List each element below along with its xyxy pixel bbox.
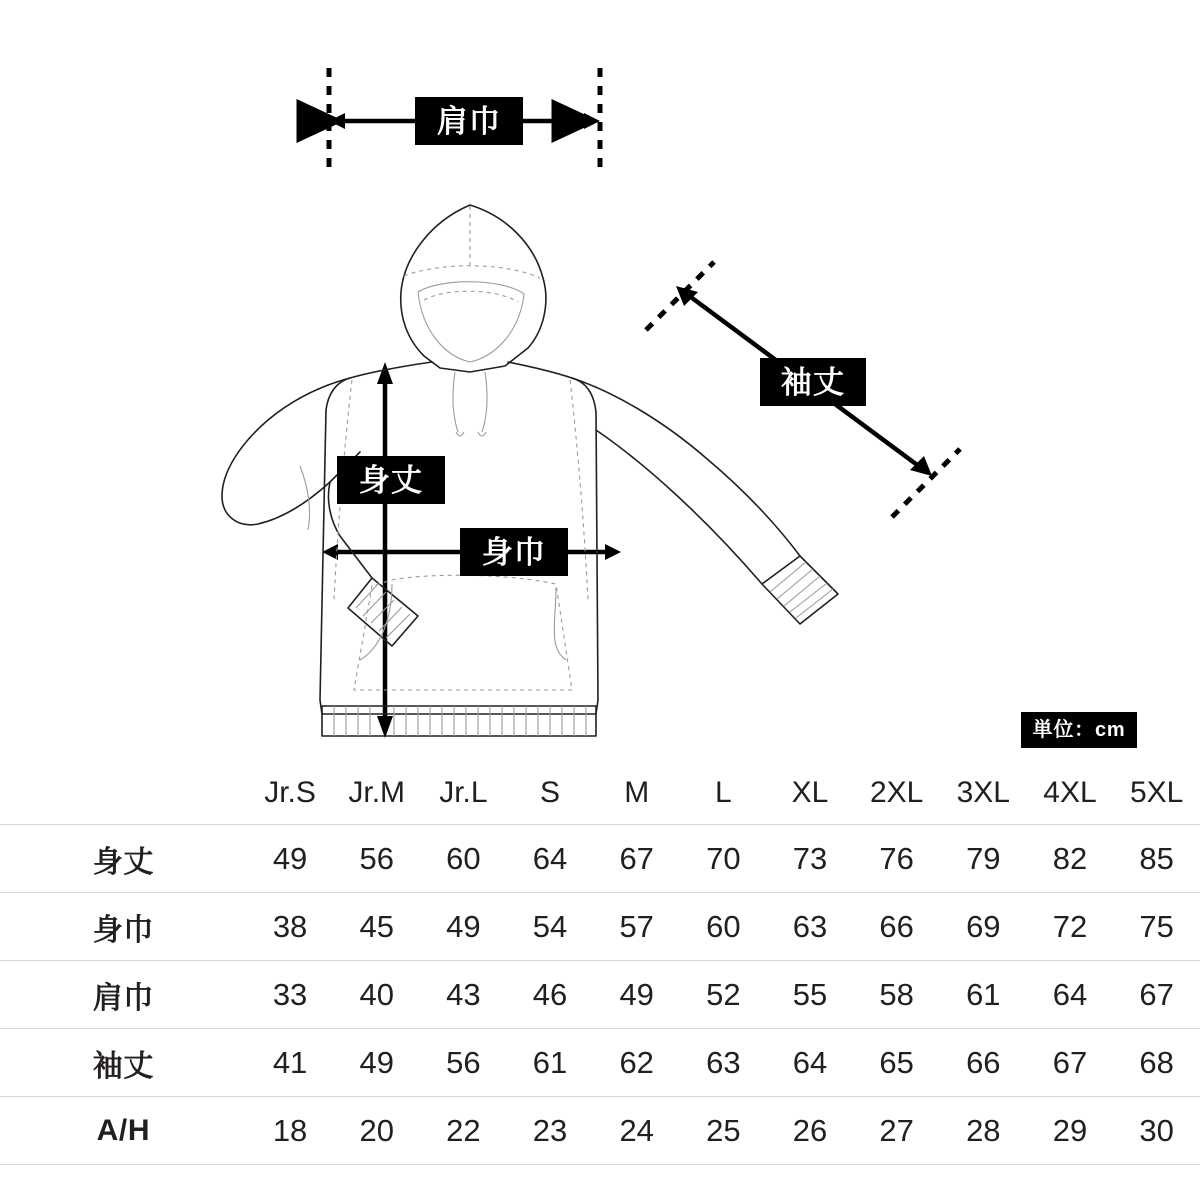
cell: 58 xyxy=(879,976,914,1012)
cell: 23 xyxy=(532,1112,568,1148)
cell: 64 xyxy=(1052,976,1088,1012)
cell: 61 xyxy=(966,976,1001,1012)
cell: 60 xyxy=(446,840,481,876)
column-header: 4XL xyxy=(1043,776,1097,809)
table-header xyxy=(0,762,1200,825)
cell: 20 xyxy=(359,1112,394,1148)
cell: 72 xyxy=(1052,908,1088,944)
cell: 63 xyxy=(792,908,828,944)
cell: 66 xyxy=(966,1044,1001,1080)
cell: 26 xyxy=(792,1112,828,1148)
row-header: 袖丈 xyxy=(92,1049,154,1083)
column-header: XL xyxy=(791,776,829,809)
table-row xyxy=(0,893,1200,961)
label-body-width: 身巾 xyxy=(460,528,568,576)
cell: 24 xyxy=(619,1112,654,1148)
cell: 63 xyxy=(706,1044,741,1080)
row-header: 身巾 xyxy=(92,913,154,947)
column-header: Jr.S xyxy=(264,776,316,809)
table-row xyxy=(0,961,1200,1029)
corner-cell xyxy=(0,762,247,825)
column-header: 2XL xyxy=(869,776,924,809)
cell: 57 xyxy=(619,908,654,944)
table-body xyxy=(0,825,1200,1165)
cell: 66 xyxy=(879,908,914,944)
cell: 64 xyxy=(792,1044,828,1080)
cell: 38 xyxy=(272,908,308,944)
row-header: 肩巾 xyxy=(92,981,154,1015)
cell: 22 xyxy=(446,1112,481,1148)
column-header: L xyxy=(715,776,732,809)
cell: 52 xyxy=(706,976,741,1012)
column-header: M xyxy=(624,776,650,809)
cell: 25 xyxy=(706,1112,741,1148)
cell: 30 xyxy=(1139,1112,1174,1148)
cell: 49 xyxy=(446,908,481,944)
cell: 56 xyxy=(446,1044,481,1080)
table-row xyxy=(0,825,1200,893)
row-header: A/H xyxy=(96,1113,151,1147)
column-header: Jr.M xyxy=(348,776,406,809)
cell: 60 xyxy=(706,908,741,944)
hoodie-outline xyxy=(222,205,838,736)
cell: 64 xyxy=(532,840,568,876)
cell: 28 xyxy=(966,1112,1001,1148)
cell: 67 xyxy=(619,840,654,876)
cell: 27 xyxy=(879,1112,914,1148)
cell: 49 xyxy=(272,840,308,876)
label-shoulder-width: 肩巾 xyxy=(415,97,523,145)
cell: 61 xyxy=(532,1044,568,1080)
size-chart-table xyxy=(0,762,1200,1165)
column-header: 5XL xyxy=(1129,776,1184,809)
column-header: 3XL xyxy=(956,776,1010,809)
column-header: Jr.L xyxy=(439,776,488,809)
cell: 75 xyxy=(1139,908,1174,944)
column-header: S xyxy=(540,776,561,809)
cell: 54 xyxy=(532,908,568,944)
cell: 41 xyxy=(272,1044,308,1080)
cell: 29 xyxy=(1052,1112,1088,1148)
cuff-right xyxy=(762,556,838,624)
table-header-row xyxy=(0,762,1200,825)
cell: 85 xyxy=(1139,840,1174,876)
cell: 55 xyxy=(792,976,828,1012)
cell: 73 xyxy=(792,840,828,876)
cell: 40 xyxy=(359,976,394,1012)
cell: 69 xyxy=(966,908,1001,944)
cell: 49 xyxy=(619,976,654,1012)
row-header: 身丈 xyxy=(92,845,154,879)
cell: 43 xyxy=(446,976,481,1012)
cell: 62 xyxy=(619,1044,654,1080)
cell: 18 xyxy=(272,1112,308,1148)
label-body-length: 身丈 xyxy=(337,456,445,504)
cell: 76 xyxy=(879,840,914,876)
cell: 45 xyxy=(359,908,394,944)
table-row xyxy=(0,1097,1200,1165)
cell: 82 xyxy=(1052,840,1088,876)
cell: 70 xyxy=(706,840,741,876)
cell: 49 xyxy=(359,1044,394,1080)
hem-ribbing xyxy=(322,706,596,736)
cell: 68 xyxy=(1139,1044,1174,1080)
cell: 56 xyxy=(359,840,394,876)
cell: 67 xyxy=(1052,1044,1088,1080)
cell: 65 xyxy=(879,1044,914,1080)
cell: 33 xyxy=(272,976,308,1012)
label-sleeve-length: 袖丈 xyxy=(760,358,866,406)
table-row xyxy=(0,1029,1200,1097)
label-unit: 単位：cm xyxy=(1021,712,1137,748)
cell: 79 xyxy=(966,840,1001,876)
cell: 67 xyxy=(1139,976,1174,1012)
cell: 46 xyxy=(532,976,568,1012)
